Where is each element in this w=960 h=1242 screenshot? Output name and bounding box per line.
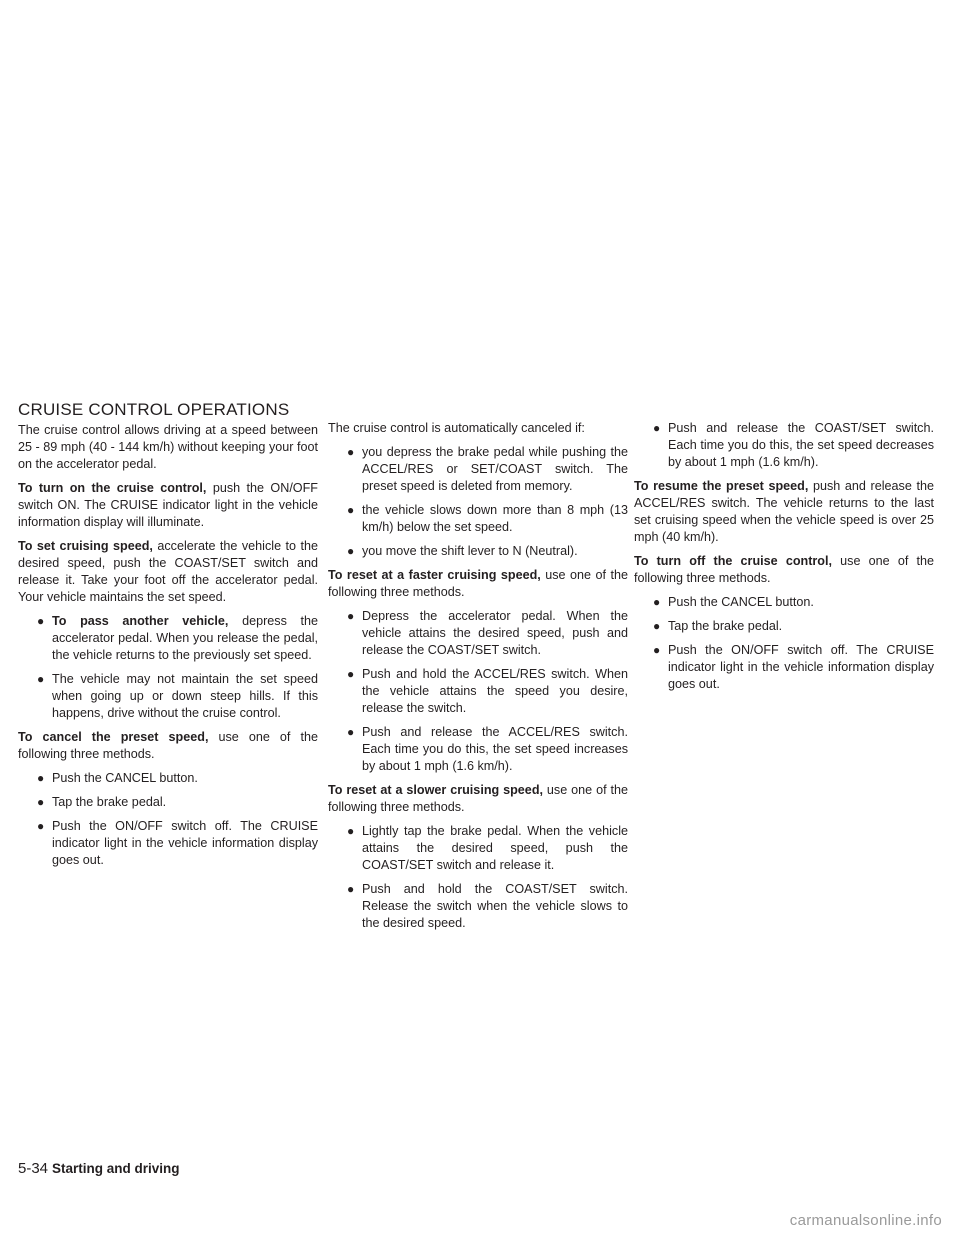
bullet-icon: ● — [347, 824, 355, 838]
slower-speed-paragraph: To reset at a slower cruising speed, use one of the following three methods. — [328, 783, 628, 814]
list-item: ● Tap the brake pedal. — [653, 619, 783, 633]
bullet-icon: ● — [347, 445, 355, 459]
turn-off-list — [634, 594, 934, 693]
list-item: ● Push and release the COAST/SET switch. Each time you do this, the set speed decreases by about 1 mph (1.6 km/h). — [653, 421, 934, 469]
page-number: 5-34 — [18, 1160, 49, 1177]
list-item: ● Push the CANCEL button. — [37, 771, 198, 785]
bullet-icon: ● — [653, 643, 661, 657]
list-item: ● The vehicle may not maintain the set speed when going up or down steep hills. If this happens, drive without the cruise control. — [37, 672, 318, 720]
list-item: ● Push and hold the ACCEL/RES switch. When the vehicle attains the speed you desire, release the switch. — [347, 667, 628, 715]
list-item: ● Tap the brake pedal. — [37, 795, 167, 809]
bullet-icon: ● — [347, 544, 355, 558]
list-item: ● the vehicle slows down more than 8 mph (13 km/h) below the set speed. — [347, 503, 628, 534]
section-title: CRUISE CONTROL OPERATIONS — [18, 400, 290, 419]
list-item: ● Push the ON/OFF switch off. The CRUISE indicator light in the vehicle information display goes out. — [653, 643, 934, 691]
bullet-icon: ● — [347, 503, 355, 517]
slower-speed-list — [328, 823, 628, 932]
bullet-icon: ● — [37, 672, 45, 686]
footer-section-name: Starting and driving — [52, 1161, 180, 1176]
faster-speed-list — [328, 608, 628, 775]
column-1 — [18, 422, 318, 876]
bullet-icon: ● — [653, 619, 661, 633]
cancel-paragraph: To cancel the preset speed, use one of the following three methods. — [18, 730, 318, 761]
bullet-icon: ● — [347, 609, 355, 623]
slower-speed-list-continued — [634, 420, 934, 471]
turn-on-paragraph: To turn on the cruise control, push the ON/OFF switch ON. The CRUISE indicator light in the vehicle information display will illuminate. — [18, 481, 318, 529]
list-item: ● you depress the brake pedal while pushing the ACCEL/RES or SET/COAST switch. The preset speed is deleted from memory. — [347, 445, 628, 493]
auto-cancel-paragraph: The cruise control is automatically canceled if: — [328, 421, 585, 435]
bullet-icon: ● — [347, 725, 355, 739]
page-footer — [18, 1160, 180, 1177]
watermark: carmanualsonline.info — [789, 1212, 942, 1229]
resume-paragraph: To resume the preset speed, push and release the ACCEL/RES switch. The vehicle returns to the last set cruising speed when the vehicle speed is over 25 mph (40 km/h). — [634, 479, 934, 544]
list-item: ● Lightly tap the brake pedal. When the vehicle attains the desired speed, push the COAST/SET switch and release it. — [347, 824, 628, 872]
faster-speed-paragraph: To reset at a faster cruising speed, use one of the following three methods. — [328, 568, 628, 599]
bullet-icon: ● — [347, 667, 355, 681]
list-item: ● To pass another vehicle, depress the accelerator pedal. When you release the pedal, the vehicle returns to the previously set speed. — [37, 614, 319, 662]
list-item: ● Push the ON/OFF switch off. The CRUISE indicator light in the vehicle information display goes out. — [37, 819, 318, 867]
list-item: ● Depress the accelerator pedal. When the vehicle attains the desired speed, push and release the COAST/SET switch. — [347, 609, 628, 657]
cancel-list — [18, 770, 318, 869]
auto-cancel-list — [328, 444, 628, 560]
bullet-icon: ● — [37, 614, 45, 628]
column-3 — [634, 420, 934, 700]
bullet-icon: ● — [37, 819, 45, 833]
bullet-icon: ● — [37, 771, 45, 785]
bullet-icon: ● — [347, 882, 355, 896]
bullet-icon: ● — [653, 595, 661, 609]
list-item: ● Push and release the ACCEL/RES switch. Each time you do this, the set speed increases by about 1 mph (1.6 km/h). — [347, 725, 628, 773]
list-item: ● you move the shift lever to N (Neutral). — [347, 544, 578, 558]
bullet-icon: ● — [653, 421, 661, 435]
column-2 — [328, 420, 628, 939]
set-speed-list — [18, 613, 318, 722]
bullet-icon: ● — [37, 795, 45, 809]
turn-off-paragraph: To turn off the cruise control, use one of the following three methods. — [634, 554, 934, 585]
intro-paragraph: The cruise control allows driving at a speed between 25 - 89 mph (40 - 144 km/h) without keeping your foot on the accelerator pedal. — [18, 423, 318, 471]
list-item: ● Push the CANCEL button. — [653, 595, 814, 609]
list-item: ● Push and hold the COAST/SET switch. Release the switch when the vehicle slows to the desired speed. — [347, 882, 628, 930]
set-speed-paragraph: To set cruising speed, accelerate the vehicle to the desired speed, push the COAST/SET switch and release it. Take your foot off the accelerator pedal. Your vehicle maintains the set speed. — [18, 539, 318, 604]
